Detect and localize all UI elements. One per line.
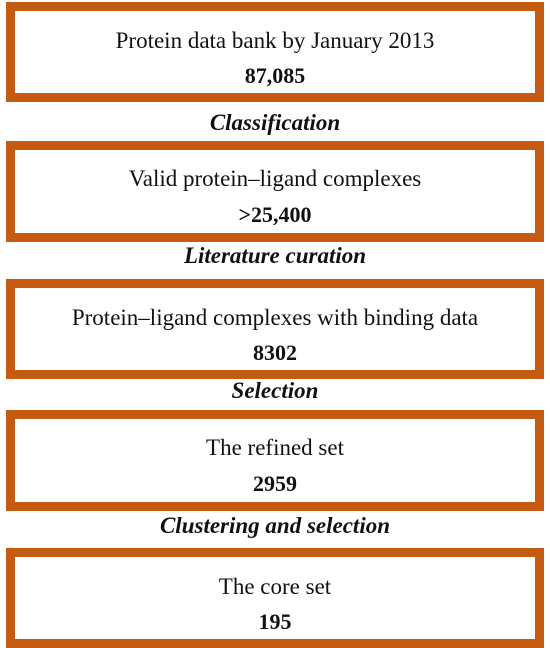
step-label-selection: Selection bbox=[231, 378, 319, 403]
box-count: 2959 bbox=[253, 471, 297, 496]
box-title: Valid protein–ligand complexes bbox=[128, 166, 422, 191]
box-refined-set bbox=[6, 410, 544, 511]
box-title: The refined set bbox=[206, 435, 344, 460]
box-valid-complexes bbox=[6, 141, 544, 242]
box-core-set bbox=[6, 548, 544, 648]
box-count: 8302 bbox=[253, 340, 297, 365]
box-title: The core set bbox=[218, 574, 332, 599]
step-label-clustering-and-selection: Clustering and selection bbox=[159, 513, 391, 538]
step-label-literature-curation: Literature curation bbox=[183, 243, 367, 268]
box-title: Protein–ligand complexes with binding data bbox=[71, 305, 479, 330]
box-count: 87,085 bbox=[244, 63, 306, 88]
box-complexes-with-binding-data bbox=[6, 279, 544, 379]
box-count: 195 bbox=[258, 609, 292, 634]
box-protein-data-bank bbox=[6, 2, 544, 102]
box-count: >25,400 bbox=[238, 202, 312, 227]
step-label-classification: Classification bbox=[209, 110, 341, 135]
box-title: Protein data bank by January 2013 bbox=[115, 28, 435, 53]
